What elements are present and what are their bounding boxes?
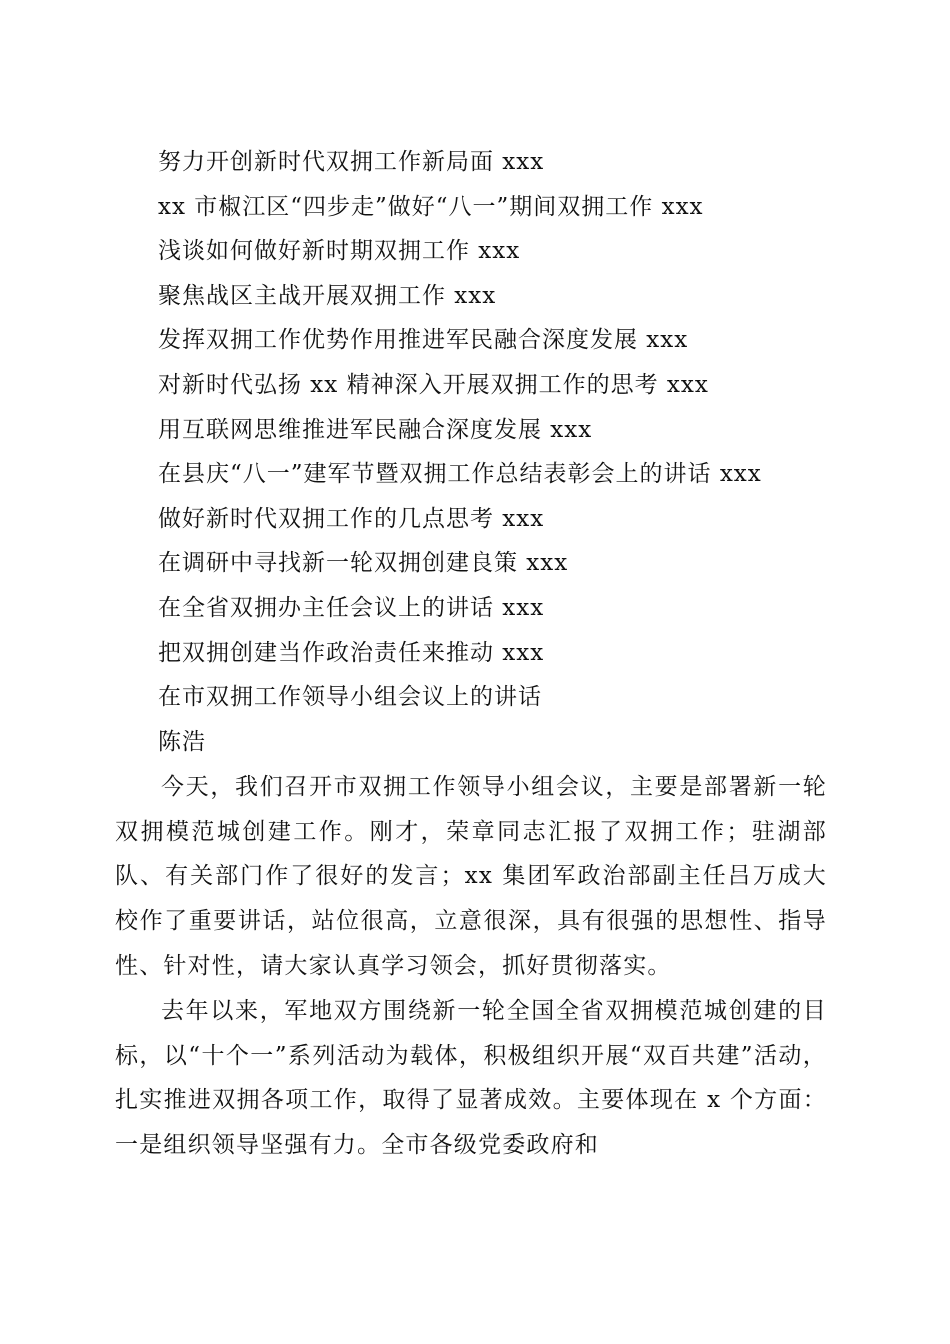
toc-item: 用互联网思维推进军民融合深度发展 xxx	[158, 416, 593, 443]
toc-item: xx 市椒江区“四步走”做好“八一”期间双拥工作 xxx	[158, 193, 704, 220]
toc-item: 在调研中寻找新一轮双拥创建良策 xxx	[158, 550, 569, 577]
body-paragraph-1: 今天，我们召开市双拥工作领导小组会议，主要是部署新一轮双拥模范城创建工作。刚才，荣章同志汇报了双拥工作；驻湖部队、有关部门作了很好的发言；xx 集团军政治部副主任吕万成大校作了重要讲话，站位很高，立意很深，具有很强的思想性、指导性、针对性，请大家认真学习领会，抓好贯彻落实。	[115, 774, 827, 979]
toc-item: 做好新时代双拥工作的几点思考 xxx	[158, 505, 545, 532]
body-paragraph-2: 去年以来，军地双方围绕新一轮全国全省双拥模范城创建的目标，以“十个一”系列活动为载体，积极组织开展“双百共建”活动，扎实推进双拥各项工作，取得了显著成效。主要体现在 x 个方面：一是组织领导坚强有力。全市各级党委政府和	[115, 998, 827, 1159]
toc-item: 努力开创新时代双拥工作新局面 xxx	[158, 149, 545, 175]
article-title: 在市双拥工作领导小组会议上的讲话	[158, 684, 542, 711]
toc-item: 把双拥创建当作政治责任来推动 xxx	[158, 639, 545, 666]
author-name: 陈浩	[158, 729, 206, 755]
toc-item: 在全省双拥办主任会议上的讲话 xxx	[158, 594, 545, 621]
toc-item: 聚焦战区主战开展双拥工作 xxx	[158, 282, 497, 309]
toc-item: 在县庆“八一”建军节暨双拥工作总结表彰会上的讲话 xxx	[158, 461, 762, 488]
toc-item: 浅谈如何做好新时期双拥工作 xxx	[158, 238, 521, 265]
toc-item: 对新时代弘扬 xx 精神深入开展双拥工作的思考 xxx	[158, 371, 709, 398]
table-of-contents	[158, 140, 858, 720]
toc-item: 发挥双拥工作优势作用推进军民融合深度发展 xxx	[158, 327, 689, 354]
